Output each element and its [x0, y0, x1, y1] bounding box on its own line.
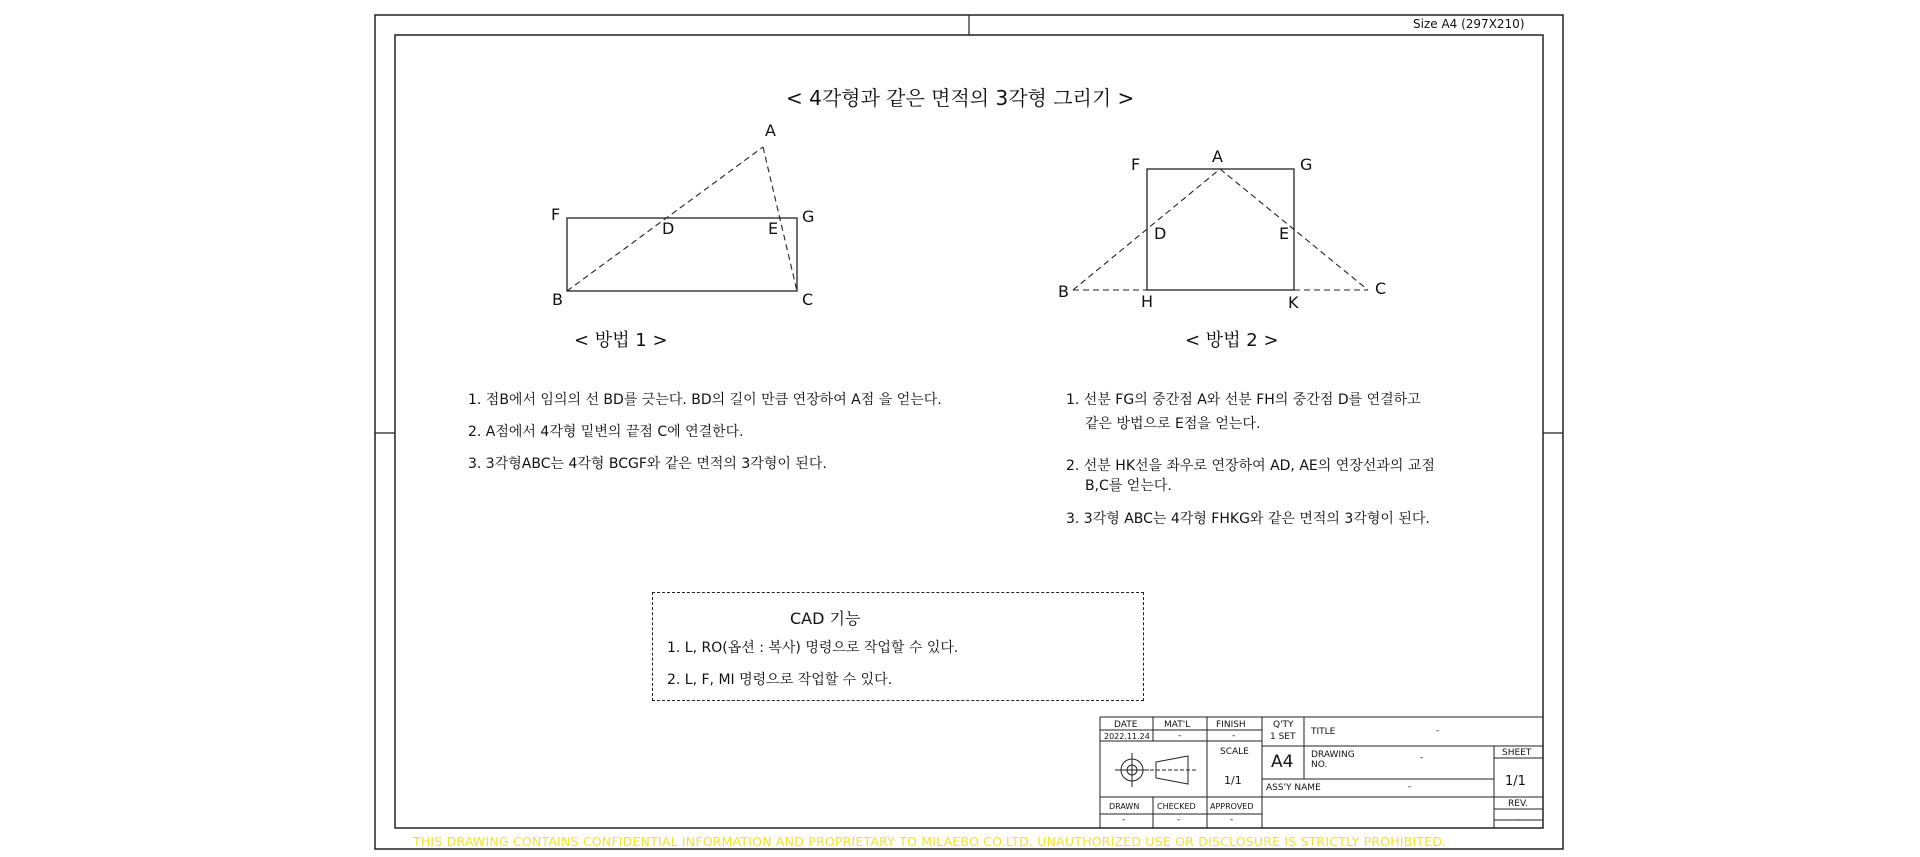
method2-step: B,C를 얻는다. [1085, 478, 1172, 494]
cad-line-2: 2. L, F, MI 명령으로 작업할 수 있다. [667, 672, 893, 688]
tb-sheet-value: 1/1 [1505, 774, 1526, 789]
tb-matl-label: MAT'L [1164, 720, 1191, 730]
method1-step: 2. A점에서 4각형 밑변의 끝점 C에 연결한다. [468, 424, 744, 440]
method1-step: 1. 점B에서 임의의 선 BD를 긋는다. BD의 길이 만큼 연장하여 A점 을 얻는다. [468, 392, 942, 408]
method2-step: 3. 3각형 ABC는 4각형 FHKG와 같은 면적의 3각형이 된다. [1066, 511, 1430, 527]
method2-step: 2. 선분 HK선을 좌우로 연장하여 AD, AE의 연장선과의 교점 [1066, 458, 1435, 474]
tb-assy-value: - [1408, 782, 1412, 792]
fig2-label-f: F [1131, 155, 1141, 174]
tb-title-value: - [1436, 726, 1440, 736]
tb-scale-value: 1/1 [1224, 774, 1242, 787]
tb-assy-label: ASS'Y NAME [1266, 783, 1321, 793]
tb-scale-label: SCALE [1220, 747, 1249, 757]
method2-step: 1. 선분 FG의 중간점 A와 선분 FH의 중간점 D를 연결하고 [1066, 392, 1421, 408]
rectangle-fhkg [1147, 169, 1294, 290]
rectangle-bcgf [567, 218, 797, 291]
fig1-label-g: G [802, 207, 815, 226]
tb-drawn-label: DRAWN [1109, 802, 1140, 811]
figure-method1 [567, 147, 797, 291]
tb-size-value: A4 [1271, 752, 1294, 772]
cad-heading: CAD 기능 [790, 609, 861, 628]
tb-title-label: TITLE [1311, 727, 1336, 737]
fig2-label-e: E [1279, 224, 1290, 243]
tb-qty-value: 1 SET [1270, 732, 1296, 742]
method1-label: < 방법 1 > [574, 330, 668, 351]
fig2-label-d: D [1154, 224, 1167, 243]
method1-step: 3. 3각형ABC는 4각형 BCGF와 같은 면적의 3각형이 된다. [468, 456, 827, 472]
tb-rev-label: REV. [1508, 799, 1528, 809]
tb-date-value: 2022.11.24 [1104, 732, 1150, 741]
tb-sheet-label: SHEET [1502, 748, 1532, 758]
method2-step: 같은 방법으로 E점을 얻는다. [1085, 416, 1261, 432]
figure-method2 [1073, 169, 1368, 290]
fig1-label-b: B [552, 290, 563, 309]
fig1-label-d: D [662, 219, 675, 238]
tb-approved-value: - [1230, 815, 1234, 825]
tb-drawing-no-value: - [1420, 753, 1424, 763]
tb-matl-value: - [1178, 731, 1182, 741]
fig1-label-e: E [768, 219, 779, 238]
confidential-notice: THIS DRAWING CONTAINS CONFIDENTIAL INFORMATION AND PROPRIETARY TO MILAEBO CO.LTD. UNAUTHORIZED USE OR DISCLOSURE IS STRICTLY PROHIBITED. [413, 834, 1447, 849]
tb-date-label: DATE [1114, 720, 1138, 730]
tb-finish-value: - [1232, 731, 1236, 741]
tb-rev-value: - [1516, 815, 1520, 825]
tb-checked-label: CHECKED [1157, 802, 1196, 811]
fig2-label-a: A [1212, 147, 1223, 166]
projection-symbol-icon [1115, 753, 1196, 787]
fig1-label-c: C [802, 290, 814, 309]
tb-approved-label: APPROVED [1210, 802, 1254, 811]
page-title: < 4각형과 같은 면적의 3각형 그리기 > [786, 86, 1135, 110]
tb-drawing-no-label: DRAWING NO. [1311, 750, 1355, 770]
fig1-label-f: F [551, 205, 561, 224]
fig2-label-h: H [1141, 292, 1154, 311]
tb-drawn-value: - [1122, 815, 1126, 825]
fig2-label-g: G [1300, 155, 1313, 174]
tb-checked-value: - [1177, 815, 1181, 825]
fig2-label-k: K [1288, 293, 1299, 312]
fig2-label-b: B [1058, 282, 1069, 301]
method2-label: < 방법 2 > [1185, 330, 1279, 351]
tb-finish-label: FINISH [1216, 720, 1246, 730]
fig1-label-a: A [765, 121, 776, 140]
tb-qty-label: Q'TY [1273, 720, 1294, 730]
size-note: Size A4 (297X210) [1413, 17, 1525, 31]
fig2-label-c: C [1375, 279, 1387, 298]
cad-line-1: 1. L, RO(옵션 : 복사) 명령으로 작업할 수 있다. [667, 640, 959, 656]
